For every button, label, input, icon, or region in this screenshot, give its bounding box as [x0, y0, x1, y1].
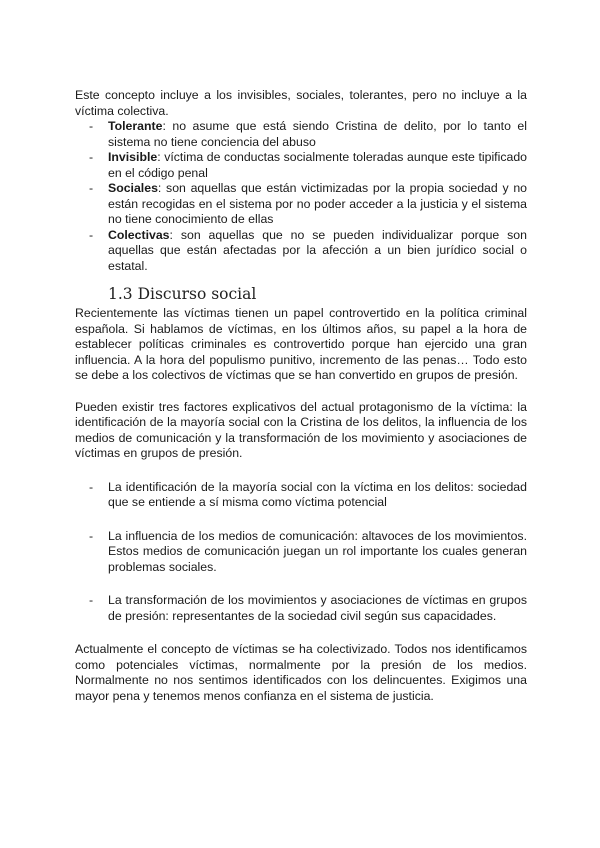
factor-text: La identificación de la mayoría social con la víctima en los delitos: sociedad que se entiende a sí misma como víctima potencial [108, 479, 527, 509]
list-dash: - [89, 528, 94, 543]
definition-tolerante: no asume que está siendo Cristina de delito, por lo tanto el sistema no tiene conciencia del abuso [108, 119, 527, 149]
list-dash: - [89, 593, 94, 607]
spacer [75, 511, 527, 529]
victim-types-list [75, 119, 527, 274]
term-colectivas: Colectivas [108, 227, 170, 242]
section-heading [108, 284, 527, 304]
term-tolerante: Tolerante [108, 119, 163, 133]
list-dash: - [89, 150, 94, 164]
factors-list [75, 593, 527, 624]
term-invisible: Invisible [108, 150, 158, 164]
spacer [75, 462, 527, 480]
factor-item [75, 529, 527, 576]
term-separator: : [162, 119, 166, 133]
definition-colectivas: son aquellas que no se pueden individualizar porque son aquellas que están afectadas por la afección a un bien jurídico social o estatal. [108, 227, 527, 273]
section-number: 1.3 [108, 285, 133, 303]
factor-item [75, 593, 527, 624]
document-page [75, 88, 527, 704]
list-dash: - [89, 479, 94, 494]
list-dash: - [89, 181, 94, 195]
factors-list [75, 480, 527, 511]
term-sociales: Sociales [108, 181, 158, 195]
spacer [75, 624, 527, 642]
definition-invisible: víctima de conductas socialmente toleradas aunque este tipificado en el código penal [108, 150, 527, 180]
term-separator: : [157, 150, 161, 164]
factor-item [75, 480, 527, 511]
definition-sociales: son aquellas que están victimizadas por la propia sociedad y no están recogidas en el sistema por no poder acceder a la justicia y el sistema no tiene conocimiento de ellas [108, 181, 527, 226]
list-item-sociales [75, 181, 527, 228]
spacer [75, 575, 527, 593]
paragraph-recent-victims: Recientemente las víctimas tienen un papel controvertido en la política criminal española. Si hablamos de víctimas, en los últimos años, su papel a la hora de establecer políticas criminales es controvertido porque han ejercido una gran influencia. A la hora del populismo punitivo, incremento de las penas… Todo esto se debe a los colectivos de víctimas que se han convertido en grupos de presión. [75, 306, 527, 382]
list-dash: - [89, 119, 94, 133]
factor-text: La influencia de los medios de comunicación: altavoces de los movimientos. Estos medios de comunicación juegan un rol importante los cuales generan problemas sociales. [108, 528, 527, 574]
term-separator: : [157, 181, 162, 195]
section-title: Discurso social [137, 285, 257, 303]
list-item-colectivas [75, 228, 527, 275]
factors-list [75, 529, 527, 576]
list-item-invisible [75, 150, 527, 181]
factor-text: La transformación de los movimientos y asociaciones de víctimas en grupos de presión: representantes de la sociedad civil según sus capacidades. [108, 593, 527, 623]
paragraph-conclusion: Actualmente el concepto de víctimas se ha colectivizado. Todos nos identificamos como potenciales víctimas, normalmente por la presión de los medios. Normalmente no nos sentimos identificados con los delincuentes. Exigimos una mayor pena y tenemos menos confianza en el sistema de justicia. [75, 642, 527, 703]
list-dash: - [89, 227, 94, 242]
list-item-tolerante [75, 119, 527, 150]
spacer [75, 384, 527, 400]
intro-paragraph: Este concepto incluye a los invisibles, sociales, tolerantes, pero no incluye a la víctima colectiva. [75, 88, 527, 118]
paragraph-factors-intro: Pueden existir tres factores explicativos del actual protagonismo de la víctima: la identificación de la mayoría social con la Cristina de los delitos, la influencia de los medios de comunicación y la transformación de los movimiento y asociaciones de víctimas en grupos de presión. [75, 399, 527, 460]
term-separator: : [169, 227, 173, 242]
